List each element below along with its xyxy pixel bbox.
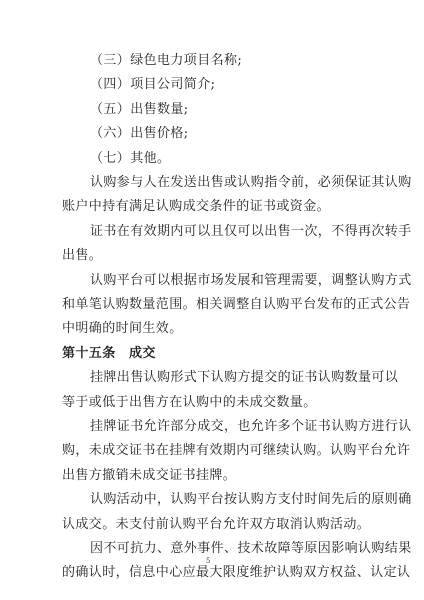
- paragraph-1-line-2: 账户中持有满足认购成交条件的证书或资金。: [62, 199, 331, 214]
- paragraph-7-line-2: 的确认时，信息中心应最大限度维护认购双方权益、认定认: [62, 565, 411, 580]
- article-15-heading: 第十五条 成交: [62, 346, 156, 361]
- paragraph-7-line-1: 因不可抗力、意外事件、技术故障等原因影响认购结果: [90, 541, 412, 556]
- paragraph-5-line-2: 购，未成交证书在挂牌有效期内可继续认购。认购平台允许: [62, 443, 411, 458]
- list-item-6: （六）出售价格;: [90, 126, 189, 141]
- paragraph-3-line-3: 中明确的时间生效。: [62, 321, 183, 336]
- list-item-4: （四）项目公司简介;: [90, 77, 216, 92]
- paragraph-1-line-1: 认购参与人在发送出售或认购指令前，必须保证其认购: [90, 175, 412, 190]
- paragraph-3-line-2: 和单笔认购数量范围。相关调整自认购平台发布的正式公告: [62, 297, 411, 312]
- list-item-3: （三）绿色电力项目名称;: [90, 53, 243, 68]
- paragraph-3-line-1: 认购平台可以根据市场发展和管理需要，调整认购方式: [90, 273, 412, 288]
- paragraph-2-line-2: 出售。: [62, 248, 103, 263]
- paragraph-5-line-1: 挂牌证书允许部分成交，也允许多个证书认购方进行认: [90, 419, 412, 434]
- list-item-5: （五）出售数量;: [90, 102, 189, 117]
- page-number: 5: [206, 557, 211, 565]
- paragraph-2-line-1: 证书在有效期内可以且仅可以出售一次，不得再次转手: [90, 224, 412, 239]
- paragraph-5-line-3: 出售方撤销未成交证书挂牌。: [62, 468, 237, 483]
- paragraph-4-line-1: 挂牌出售认购形式下认购方提交的证书认购数量可以: [90, 370, 399, 385]
- paragraph-6-line-1: 认购活动中，认购平台按认购方支付时间先后的原则确: [90, 492, 412, 507]
- list-item-7: （七）其他。: [90, 151, 171, 166]
- paragraph-6-line-2: 认成交。未支付前认购平台允许双方取消认购活动。: [62, 517, 371, 532]
- paragraph-4-line-2: 等于或低于出售方在认购中的未成交数量。: [62, 395, 317, 410]
